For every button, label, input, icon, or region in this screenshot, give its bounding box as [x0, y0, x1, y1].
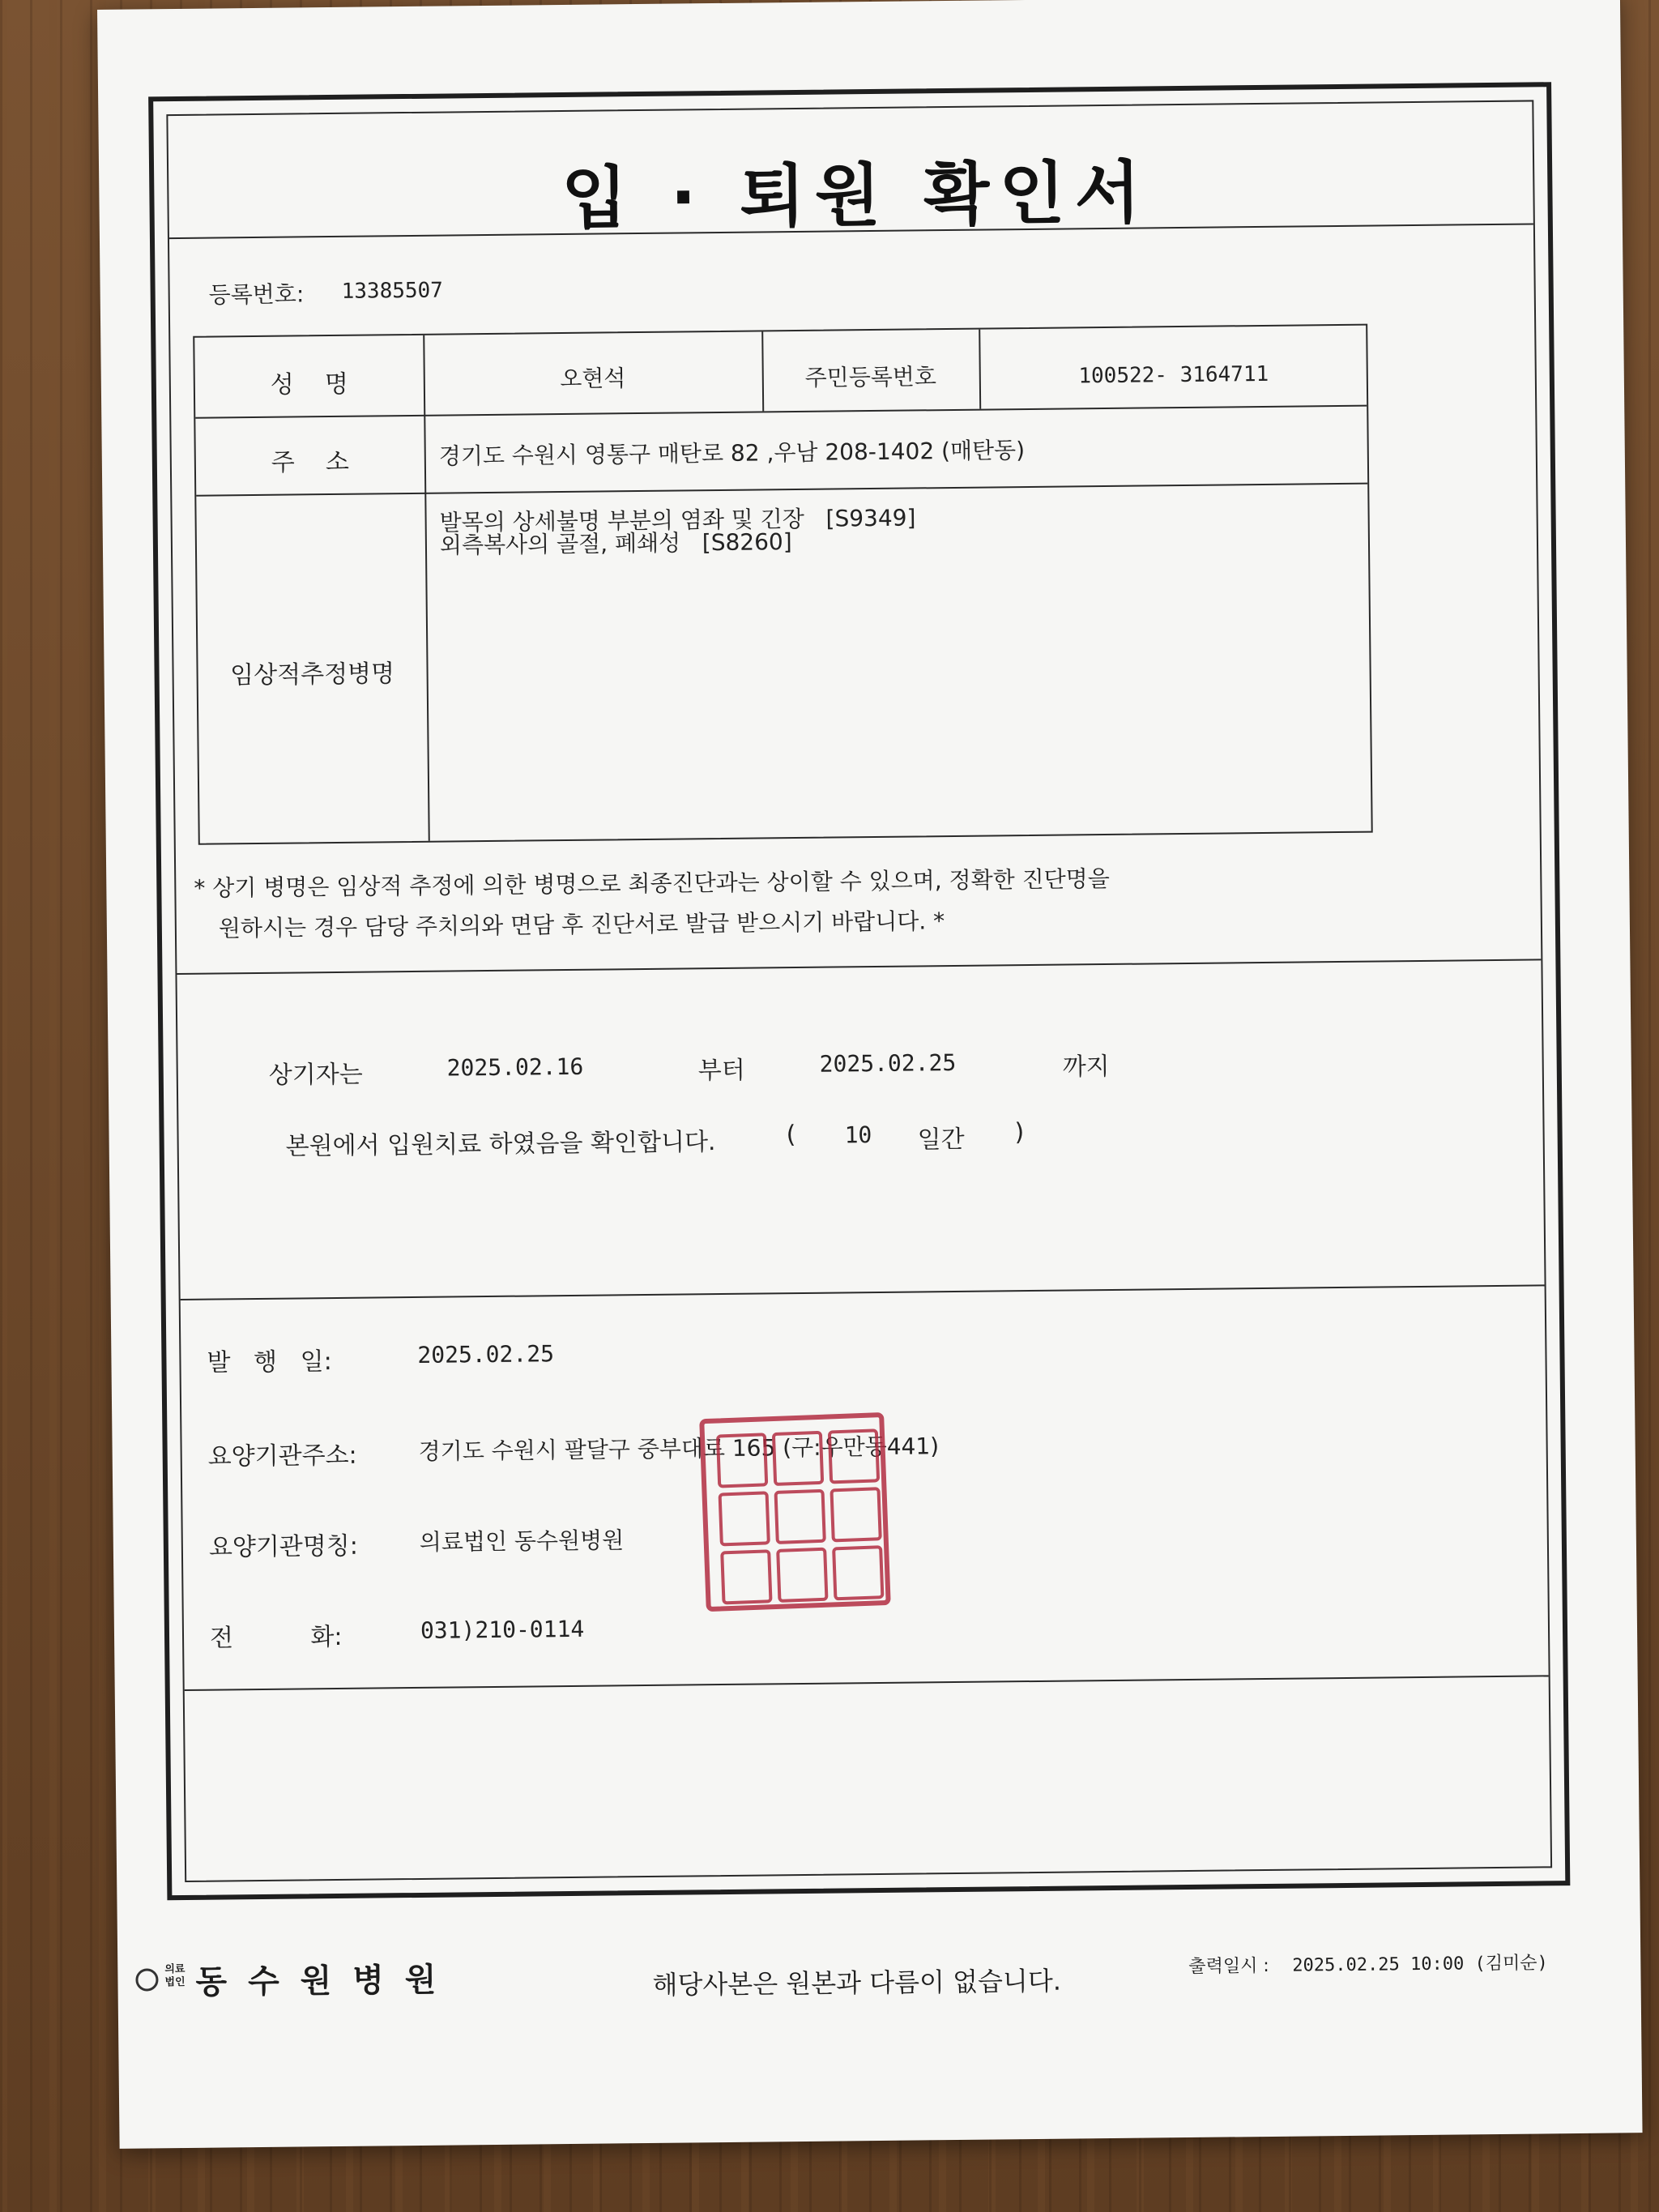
name-label: 성 명	[270, 369, 349, 399]
institution-name: 의료법인 동수원병원	[419, 1527, 625, 1556]
institution-address-label: 요양기관주소:	[207, 1441, 357, 1471]
document-frame	[148, 82, 1570, 1900]
notice-line-1: * 상기 병명은 임상적 추정에 의한 병명으로 최종진단과는 상이할 수 있으며, 정확한 진단명을	[194, 865, 1110, 902]
seal-glyph	[772, 1431, 824, 1486]
footer-hospital-name: 동 수 원 병 원	[195, 1961, 441, 2001]
institution-phone: 031)210-0114	[420, 1615, 585, 1644]
stay-to-word: 까지	[1062, 1052, 1110, 1082]
issue-date-label: 발 행 일:	[207, 1347, 332, 1377]
document-title: 입 · 퇴원 확인서	[561, 152, 1151, 239]
institution-address: 경기도 수원시 팔달구 중부대로 165 (구:우만동441)	[418, 1433, 940, 1465]
seal-glyph	[719, 1491, 770, 1546]
diagnosis-line-2: 외측복사의 골절, 폐쇄성 [S8260]	[439, 528, 792, 559]
phone-label: 전 화:	[209, 1622, 343, 1653]
seal-glyph	[774, 1489, 825, 1544]
issue-date: 2025.02.25	[417, 1340, 555, 1369]
registration-number: 13385507	[341, 278, 444, 304]
patient-address: 경기도 수원시 영통구 매탄로 82 ,우남 208-1402 (매탄동)	[438, 437, 1026, 470]
diagnosis-label: 임상적추정병명	[229, 660, 395, 690]
days-paren-open: (	[786, 1121, 796, 1150]
document-paper	[97, 0, 1643, 2149]
registration-label: 등록번호:	[208, 280, 305, 309]
seal-glyph	[716, 1433, 768, 1488]
stay-from-word: 부터	[697, 1056, 745, 1086]
seal-glyph	[832, 1545, 884, 1600]
diagnosis-line-1: 발목의 상세불명 부분의 염좌 및 긴장 [S9349]	[439, 504, 916, 536]
seal-glyph	[776, 1548, 828, 1603]
rrn-label: 주민등록번호	[804, 363, 937, 391]
print-time-label: 출력일시 :	[1188, 1955, 1269, 1978]
notice-line-2: 원하시는 경우 담당 주치의와 면담 후 진단서로 발급 받으시기 바랍니다. *	[218, 907, 945, 942]
institution-name-label: 요양기관명칭:	[208, 1531, 359, 1562]
rrn-value: 100522- 3164711	[1078, 361, 1269, 389]
hospital-seal	[699, 1412, 891, 1612]
days-unit: 일간	[917, 1125, 965, 1155]
seal-glyph	[830, 1487, 881, 1542]
stay-from-date: 2025.02.16	[446, 1053, 584, 1082]
seal-glyph	[720, 1549, 772, 1604]
patient-table	[193, 324, 1372, 845]
stay-subject: 상기자는	[268, 1060, 363, 1090]
hospital-logo-icon	[135, 1968, 158, 1991]
print-time: 2025.02.25 10:00 (김미순)	[1292, 1953, 1548, 1976]
copy-statement: 해당사본은 원본과 다름이 없습니다.	[652, 1965, 1062, 2001]
confirm-text: 본원에서 입원치료 하였음을 확인합니다.	[285, 1128, 716, 1161]
stay-to-date: 2025.02.25	[819, 1048, 957, 1078]
stay-days: 10	[844, 1121, 872, 1149]
address-label: 주 소	[271, 447, 350, 477]
seal-glyph	[828, 1428, 880, 1484]
org-type-bottom: 법인	[164, 1975, 186, 1989]
org-type-top: 의료	[164, 1962, 186, 1976]
days-paren-close: )	[1014, 1118, 1025, 1147]
patient-name: 오현석	[560, 365, 626, 393]
